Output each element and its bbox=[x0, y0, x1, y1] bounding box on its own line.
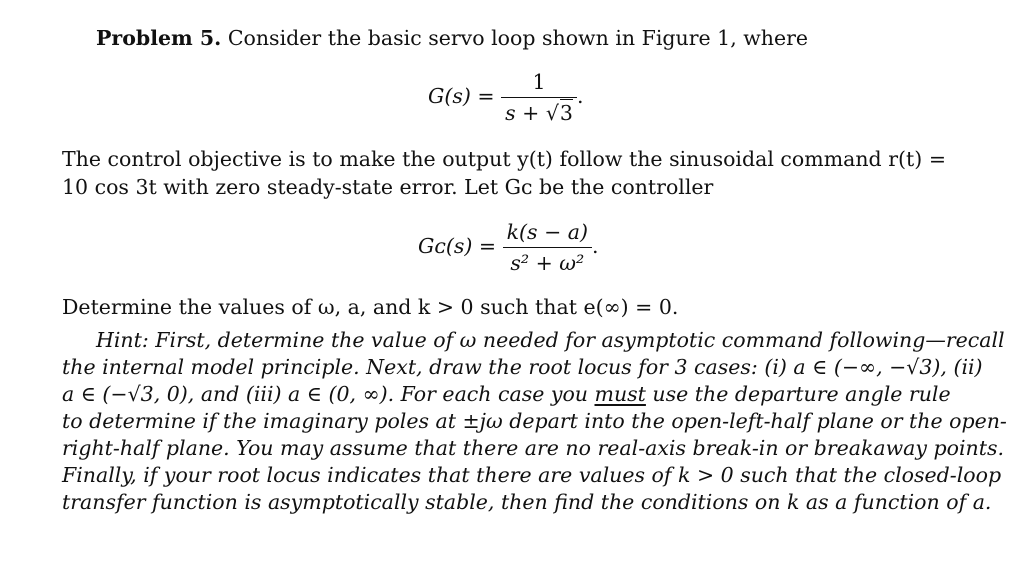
equation-controller-fraction bbox=[503, 220, 592, 275]
problem-label: Problem 5. bbox=[96, 26, 222, 50]
equation-plant-denominator: s + √3 bbox=[505, 101, 573, 125]
hint-line-7: transfer function is asymptotically stable, then find the conditions on k as a function of a. bbox=[62, 490, 992, 514]
equation-plant bbox=[428, 70, 584, 125]
hint-line-3: a ∈ (−√3, 0), and (iii) a ∈ (0, ∞). For each case you must use the departure angle rule bbox=[62, 382, 951, 406]
hint-line-4: to determine if the imaginary poles at ±jω depart into the open-left-half plane or the open- bbox=[62, 409, 1007, 433]
objective-line-2: 10 cos 3t with zero steady-state error. Let Gᴄ be the controller bbox=[62, 175, 714, 199]
hint-line-1: Hint: First, determine the value of ω needed for asymptotic command following—recall bbox=[96, 328, 1005, 352]
equation-plant-numerator: 1 bbox=[501, 70, 577, 98]
hint-line-2: the internal model principle. Next, draw the root locus for 3 cases: (i) a ∈ (−∞, −√3), (ii) bbox=[62, 355, 983, 379]
equation-controller-period: . bbox=[591, 234, 599, 258]
problem-heading bbox=[96, 26, 808, 50]
hint-must-underlined: must bbox=[594, 382, 646, 406]
equation-plant-lhs: G(s) = bbox=[428, 84, 495, 108]
equation-controller bbox=[418, 220, 599, 275]
equation-controller-numerator: k(s − a) bbox=[503, 220, 592, 248]
equation-plant-period: . bbox=[576, 84, 584, 108]
problem-intro: Consider the basic servo loop shown in Figure 1, where bbox=[227, 26, 809, 50]
hint-line-6: Finally, if your root locus indicates that there are values of k > 0 such that the closed-loop bbox=[62, 463, 1002, 487]
equation-controller-lhs: Gᴄ(s) = bbox=[418, 234, 497, 258]
determine-statement: Determine the values of ω, a, and k > 0 such that e(∞) = 0. bbox=[62, 295, 679, 319]
equation-controller-denominator: s² + ω² bbox=[510, 251, 585, 275]
objective-line-1: The control objective is to make the output y(t) follow the sinusoidal command r(t) = bbox=[62, 147, 946, 171]
equation-plant-fraction bbox=[501, 70, 577, 125]
hint-line-5: right-half plane. You may assume that there are no real-axis break-in or breakaway points. bbox=[62, 436, 1004, 460]
